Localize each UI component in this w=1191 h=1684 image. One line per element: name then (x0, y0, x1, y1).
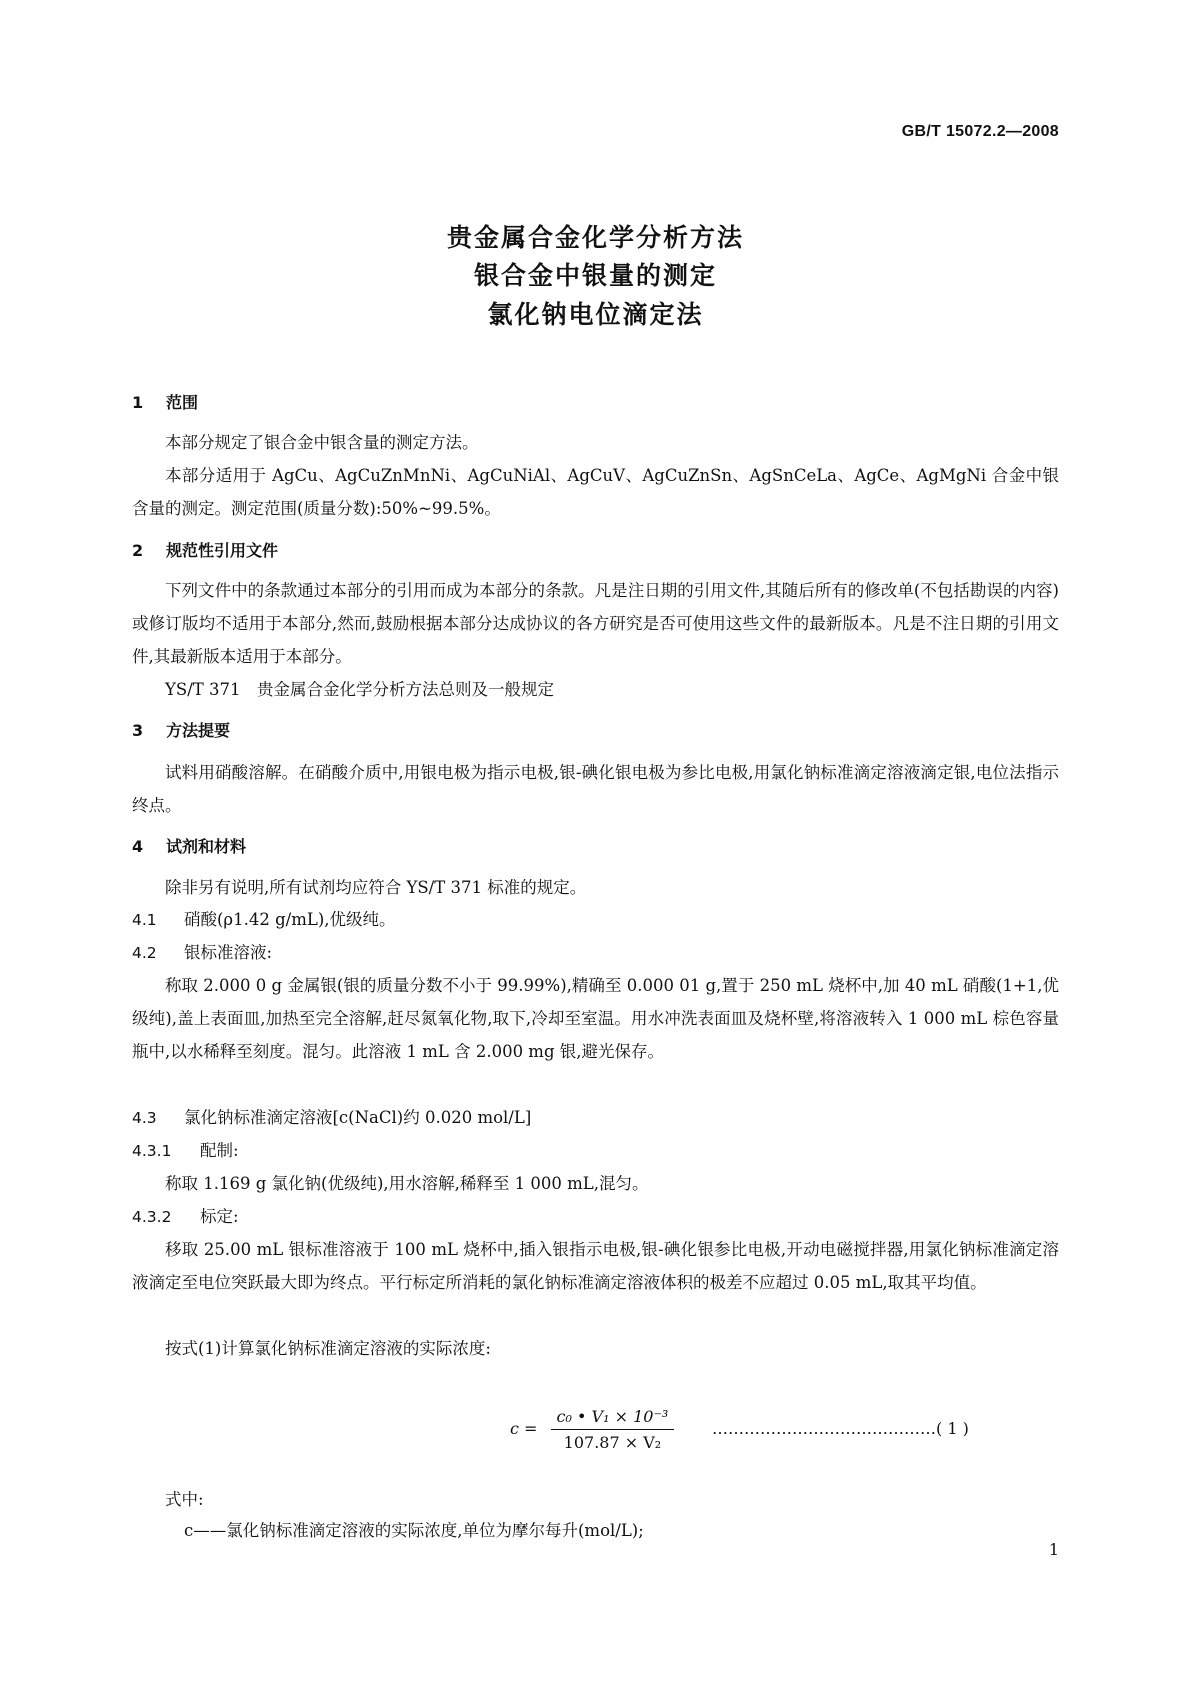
formula-lhs: c = (510, 1419, 538, 1438)
paragraph: 除非另有说明,所有试剂均应符合 YS/T 371 标准的规定。 (165, 878, 587, 897)
section-number: 3 (132, 721, 144, 740)
clause-number: 4.3 (132, 1109, 157, 1127)
paragraph: 式中: (165, 1490, 204, 1509)
clause-4-1 (132, 903, 396, 937)
definition-c: c——氯化钠标准滴定溶液的实际浓度,单位为摩尔每升(mol/L); (184, 1521, 644, 1540)
title-line-3: 氯化钠电位滴定法 (487, 300, 704, 329)
section-3-heading (132, 718, 230, 741)
section-title: 试剂和材料 (166, 837, 247, 856)
paragraph: 移取 25.00 mL 银标准溶液于 100 mL 烧杯中,插入银指示电极,银-碘化银参比电极,开动电磁搅拌器,用氯化钠标准滴定溶液滴定至电位突跃最大即为终点。平行标定所消耗的氯化钠标准滴定溶液体积的极差不应超过 0.05 mL,取其平均值。 (132, 1240, 1059, 1292)
clause-number: 4.2 (132, 944, 157, 962)
clause-text: 银标准溶液: (184, 943, 273, 962)
section-title: 规范性引用文件 (166, 541, 279, 560)
section-number: 2 (132, 541, 144, 560)
paragraph: 本部分适用于 AgCu、AgCuZnMnNi、AgCuNiAl、AgCuV、AgCuZnSn、AgSnCeLa、AgCe、AgMgNi 合金中银含量的测定。测定范围(质量分数):50%~99.5%。 (132, 466, 1059, 518)
paragraph: 称取 2.000 0 g 金属银(银的质量分数不小于 99.99%),精确至 0.000 01 g,置于 250 mL 烧杯中,加 40 mL 硝酸(1+1,优级纯),盖上表面皿,加热至完全溶解,赶尽氮氧化物,取下,冷却至室温。用水冲洗表面皿及烧杯壁,将溶液转入 1 000 mL 棕色容量瓶中,以水稀释至刻度。混匀。此溶液 1 mL 含 2.000 mg 银,避光保存。 (132, 976, 1059, 1061)
formula-denominator: 107.87 × V₂ (563, 1433, 662, 1452)
paragraph: 按式(1)计算氯化钠标准滴定溶液的实际浓度: (165, 1339, 491, 1358)
formula-tag: ( 1 ) (936, 1419, 969, 1438)
formula-1 (510, 1407, 674, 1452)
formula-leader (712, 1419, 969, 1438)
title-line-1: 贵金属合金化学分析方法 (446, 223, 744, 252)
formula-numerator: c₀ • V₁ × 10⁻³ (551, 1407, 675, 1430)
section-number: 4 (132, 837, 144, 856)
clause-text: 标定: (200, 1207, 239, 1226)
paragraph: 本部分规定了银合金中银含量的测定方法。 (165, 433, 479, 452)
section-1-heading (132, 390, 198, 413)
clause-number: 4.3.2 (132, 1208, 172, 1226)
title-line-2: 银合金中银量的测定 (473, 261, 717, 290)
page-number: 1 (1048, 1540, 1059, 1559)
clause-4-3 (132, 1101, 531, 1135)
standard-number: GB/T 15072.2—2008 (901, 123, 1059, 140)
clause-text: 氯化钠标准滴定溶液[c(NaCl)约 0.020 mol/L] (184, 1108, 532, 1127)
reference-item: YS/T 371 贵金属合金化学分析方法总则及一般规定 (165, 680, 554, 699)
clause-number: 4.1 (132, 911, 157, 929)
section-4-heading (132, 834, 246, 857)
section-2-heading (132, 538, 278, 561)
paragraph: 下列文件中的条款通过本部分的引用而成为本部分的条款。凡是注日期的引用文件,其随后所有的修改单(不包括勘误的内容)或修订版均不适用于本部分,然而,鼓励根据本部分达成协议的各方研究是否可使用这些文件的最新版本。凡是不注日期的引用文件,其最新版本适用于本部分。 (132, 581, 1059, 666)
section-number: 1 (132, 393, 144, 412)
formula-dots: …………………………………… (712, 1419, 936, 1438)
clause-4-2 (132, 936, 272, 970)
paragraph: 试料用硝酸溶解。在硝酸介质中,用银电极为指示电极,银-碘化银电极为参比电极,用氯化钠标准滴定溶液滴定银,电位法指示终点。 (132, 763, 1059, 815)
clause-4-3-2 (132, 1200, 239, 1234)
paragraph: 称取 1.169 g 氯化钠(优级纯),用水溶解,稀释至 1 000 mL,混匀。 (165, 1174, 649, 1193)
section-title: 方法提要 (166, 721, 231, 740)
formula-fraction (551, 1407, 675, 1452)
clause-4-3-1 (132, 1134, 239, 1168)
section-title: 范围 (166, 393, 199, 412)
clause-text: 硝酸(ρ1.42 g/mL),优级纯。 (184, 910, 396, 929)
clause-text: 配制: (200, 1141, 239, 1160)
clause-number: 4.3.1 (132, 1142, 172, 1160)
